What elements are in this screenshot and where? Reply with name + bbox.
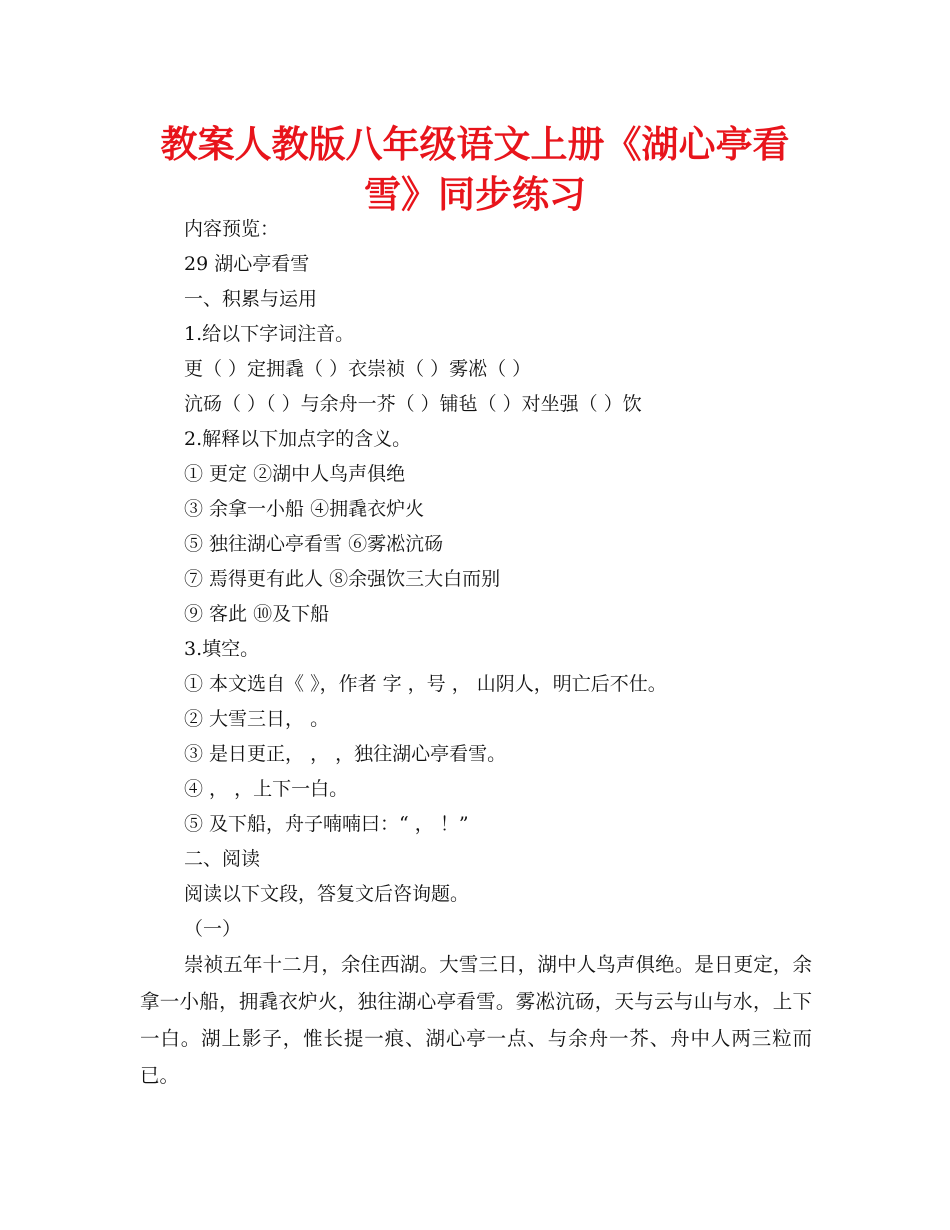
section-heading-1: 一、积累与运用 [184, 288, 318, 310]
document-title [140, 120, 810, 220]
question-2-row-2: ③ 余拿一小船 ④拥毳衣炉火 [184, 498, 425, 520]
question-3-item-1: ① 本文选自《 》，作者 字 ，号 ， 山阴人，明亡后不仕。 [184, 673, 667, 695]
question-2: 2.解释以下加点字的含义。 [184, 428, 412, 450]
question-2-row-3: ⑤ 独往湖心亭看雪 ⑥雾凇沆砀 [184, 533, 444, 555]
question-3: 3.填空。 [184, 638, 260, 660]
question-1-row-1: 更（ ）定拥毳（ ）衣崇祯（ ）雾凇（ ） [184, 358, 532, 380]
question-1: 1.给以下字词注音。 [184, 323, 355, 345]
title-line-1: 教案人教版八年级语文上册《湖心亭看 [160, 123, 790, 166]
question-3-item-4: ④ ， ，上下一白。 [184, 778, 349, 800]
reading-part-label: （一） [184, 918, 242, 940]
question-2-row-1: ① 更定 ②湖中人鸟声俱绝 [184, 463, 406, 485]
question-2-row-5: ⑨ 客此 ⑩及下船 [184, 603, 330, 625]
question-3-item-2: ② 大雪三日， 。 [184, 708, 330, 730]
content-preview-label: 内容预览： [184, 218, 280, 240]
question-3-item-5: ⑤ 及下船，舟子喃喃曰：“ ， ！” [184, 813, 469, 835]
question-1-row-2: 沆砀（ ）（ ）与余舟一芥（ ）铺毡（ ）对坐强（ ）饮 [184, 393, 642, 415]
reading-instruction: 阅读以下文段，答复文后咨询题。 [184, 883, 470, 905]
question-3-item-3: ③ 是日更正， ， ，独往湖心亭看雪。 [184, 743, 507, 765]
exercise-lines [184, 212, 824, 947]
reading-passage: 崇祯五年十二月，余住西湖。大雪三日，湖中人鸟声俱绝。是日更定，余拿一小船，拥毳衣炉火，独往湖心亭看雪。雾凇沆砀，天与云与山与水，上下一白。湖上影子，惟长提一痕、湖心亭一点、与余舟一芥、舟中人两三粒而已。 [140, 953, 812, 1087]
title-line-2: 雪》同步练习 [364, 173, 586, 216]
section-heading-2: 二、阅读 [184, 848, 261, 870]
question-2-row-4: ⑦ 焉得更有此人 ⑧余强饮三大白而别 [184, 568, 501, 590]
lesson-heading: 29 湖心亭看雪 [184, 253, 310, 275]
